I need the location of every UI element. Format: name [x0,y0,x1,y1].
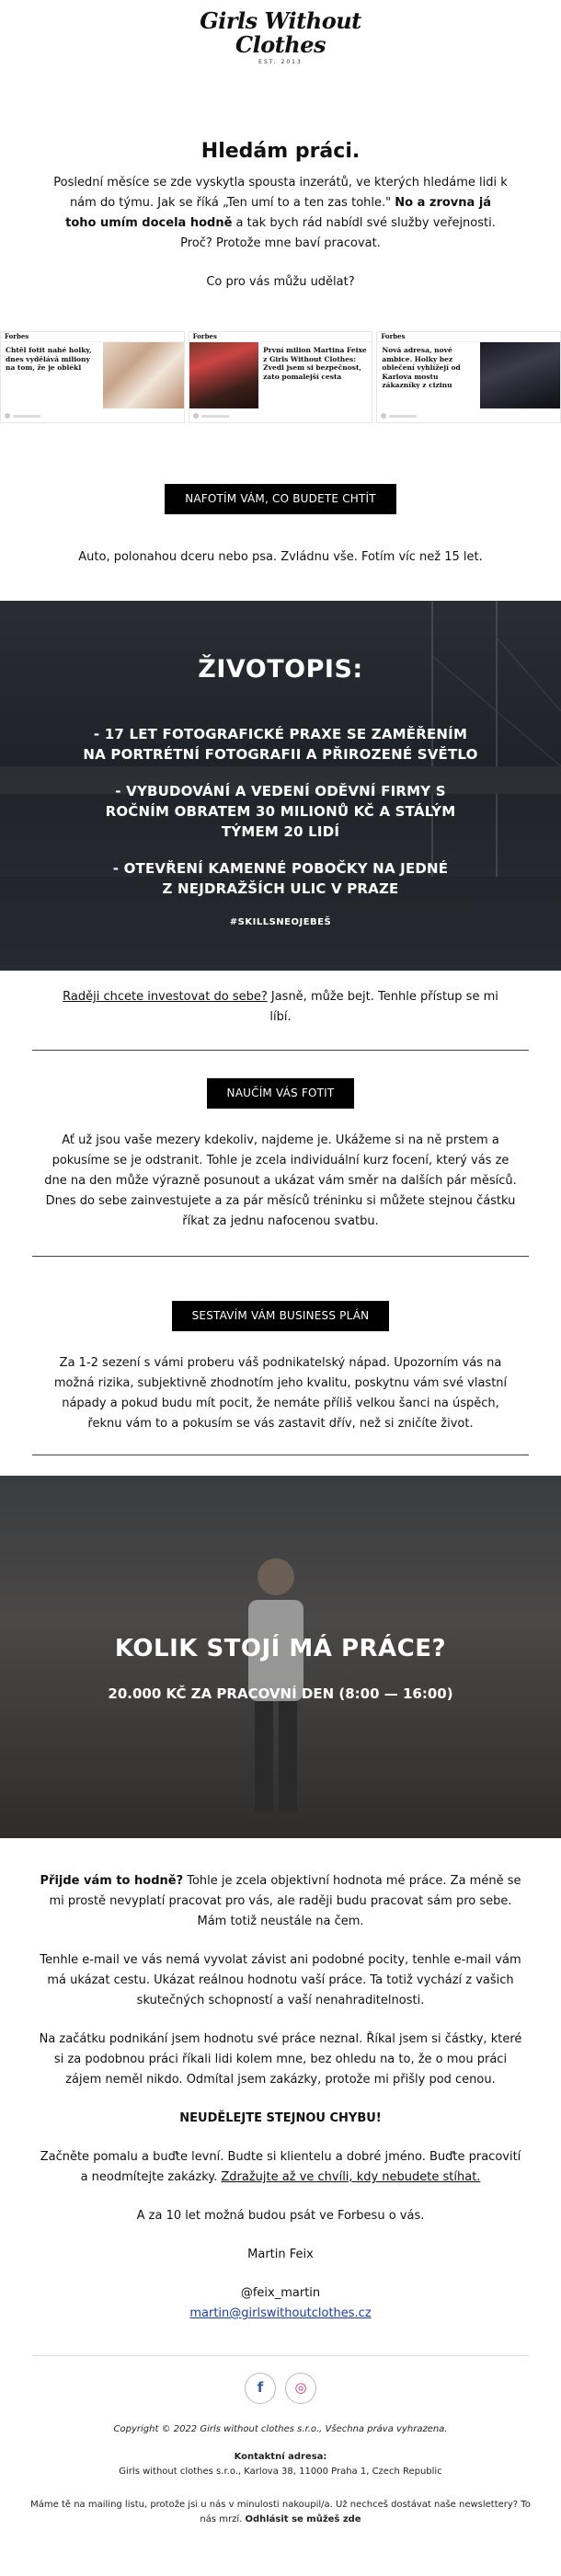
intro-text-bold: No a zrovna já toho umím docela hodně [65,196,492,230]
intro-paragraph [0,173,561,254]
divider [32,1050,529,1051]
cv-banner [0,601,561,971]
photo-text: Auto, polonahou dceru nebo psa. Zvládnu vše. Fotím víc než 15 let. [78,550,483,564]
signature-name: Martin Feix [247,2248,314,2261]
article-card[interactable] [189,331,373,423]
unsubscribe-link[interactable]: Odhlásit se můžeš zde [245,2514,361,2524]
closing-p5-text: Začněte pomalu a buďte levní. Budte si klientelu a dobré jméno. Buďte pracovití a neodmítejte zakázky. [40,2150,521,2184]
pricing-link[interactable]: Zdražujte až ve chvíli, kdy nebudete stíhat. [221,2170,481,2184]
forbes-articles [0,331,561,423]
cv-hashtag: #SKILLSNEOJEBEŠ [229,916,332,927]
closing-question [0,1871,561,1932]
article-image [480,342,560,408]
logo-line1: Girls Without [200,7,361,34]
footer-contact-title: Kontaktní adresa: [234,2452,327,2462]
invest-link[interactable]: Raději chcete investovat do sebe? [63,990,268,1004]
intro-question: Co pro vás můžu udělat? [206,275,355,289]
intro-text-a: Poslední měsíce se zde vyskytla spousta inzerátů, ve kterých hledáme lidi k nám do týmu. Jak se říká „Ten umí to a ten zas tohle." [53,176,508,210]
social-links [0,2373,561,2404]
article-image [103,342,183,408]
closing-warning: NEUDĚLEJTE STEJNOU CHYBU! [179,2111,382,2125]
teach-text: Ať už jsou vaše mezery kdekoliv, najdeme je. Ukážeme si na ně prstem a pokusíme se je odstranit. Tohle je zcela individuální kurz focení, který vás ze dne na den může výrazně posunout a ukázat vám směr na dalších pár měsíců. Dnes do sebe zainvestujete a za pár měsíců tréninku si můžete stejnou částku říkat za jednu nafocenou svatbu. [44,1133,517,1228]
closing-p3: Na začátku podnikání jsem hodnotu své práce neznal. Říkal jsem si částky, které si za podobnou práci říkali lidi kolem mne, bez ohledu na to, že o mou práci zájem neměl nikdo. Odmítal jsem zakázky, protože mi přišly pod cenou. [39,2032,522,2087]
closing-p6: A za 10 let možná budou psát ve Forbesu o vás. [136,2209,425,2223]
author-avatar [381,413,386,419]
logo-line2: Clothes [235,31,326,58]
business-text: Za 1-2 sezení s vámi proberu váš podnikatelský nápad. Upozorním vás na možná rizika, subjektivně zhodnotím jeho kvalitu, poskytnu vám své vlastní nápady a pokud budu mít pocit, že nemáte příliš velkou šanci na úspěch, řeknu vám to a pokusím se vás zastavit dřív, než si zničíte život. [53,1356,508,1431]
footer-contact: Girls without clothes s.r.o., Karlova 38, 11000 Praha 1, Czech Republic [119,2467,442,2477]
price-banner [0,1476,561,1838]
cv-item: - 17 LET FOTOGRAFICKÉ PRAXE SE ZAMĚŘENÍM NA PORTRÉTNÍ FOTOGRAFII A PŘIROZENÉ SVĚTLO [83,725,478,763]
intro-text-c: a tak bych rád nabídl své služby veřejnosti. Proč? Protože mne baví pracovat. [180,216,496,250]
footer-unsubscribe [0,2498,561,2527]
footer-unsubscribe-text: Máme tě na mailing listu, protože jsi u nás v minulosti nakoupil/a. Už nechceš dostávat naše newslettery? To nás mrzí. [30,2500,531,2524]
article-brand: Forbes [5,331,29,340]
invest-paragraph [0,987,561,1028]
article-headline: Nová adresa, nové ambice. Holky bez oblečení vyhlížejí od Karlova mostu zákazníky z cizinu [382,346,461,389]
author-avatar [5,413,10,419]
brand-logo[interactable] [0,0,561,85]
signature-email[interactable]: martin@girlswithoutclothes.cz [189,2306,372,2320]
article-image [189,342,258,408]
footer-copyright: Copyright © 2022 Girls without clothes s.r.o., Všechna práva vyhrazena. [113,2424,448,2434]
price-subtitle: 20.000 KČ ZA PRACOVNÍ DEN (8:00 — 16:00) [108,1685,453,1703]
article-card[interactable] [376,331,561,423]
business-button[interactable]: SESTAVÍM VÁM BUSINESS PLÁN [172,1301,390,1331]
signature-handle: @feix_martin [240,2286,321,2300]
closing-question-bold: Přijde vám to hodně? [40,1874,184,1888]
closing-question-text: Tohle je zcela objektivní hodnota mé práce. Za méně se mi prostě nevyplatí pracovat pro vás, ale raději budu pracovat sám pro sebe. Mám totiž neustále na čem. [49,1874,521,1928]
cv-title: ŽIVOTOPIS: [198,655,363,684]
price-title: KOLIK STOJÍ MÁ PRÁCE? [114,1635,447,1662]
closing-p5 [0,2147,561,2188]
teach-button[interactable]: NAUČÍM VÁS FOTIT [207,1078,355,1109]
page-title: Hledám práci. [200,140,361,163]
article-card[interactable] [0,331,185,423]
article-headline: První milion Martina Feixe z Girls Without Clothes: Zvedl jsem si bezpečnost, zato pomalejší cesta [263,346,367,381]
photo-button[interactable]: NAFOTÍM VÁM, CO BUDETE CHTÍT [165,484,396,514]
divider [32,2355,529,2356]
instagram-icon[interactable]: ◎ [285,2373,316,2404]
article-brand: Forbes [192,331,217,340]
article-brand: Forbes [381,331,406,340]
invest-text: Jasně, může bejt. Tenhle přístup se mi líbí. [267,990,498,1024]
logo-sub: EST. 2013 [258,59,303,65]
cv-item: - OTEVŘENÍ KAMENNÉ POBOČKY NA JEDNÉ Z NEJDRAŽŠÍCH ULIC V PRAZE [112,859,449,897]
divider [32,1256,529,1257]
cv-list [0,724,561,899]
author-avatar [193,413,199,419]
article-headline: Chtěl fotit nahé holky, dnes vydělává miliony na tom, že je oblékl [6,346,92,372]
facebook-icon[interactable]: f [245,2373,276,2404]
cv-item: - VYBUDOVÁNÍ A VEDENÍ ODĚVNÍ FIRMY S ROČNÍM OBRATEM 30 MILIONŮ KČ A STÁLÝM TÝMEM 20 LIDÍ [105,782,456,840]
closing-p2: Tenhle e-mail ve vás nemá vyvolat závist ani podobné pocity, tenhle e-mail vám má ukázat cestu. Ukázat reálnou hodnotu vaší práce. Ta totiž vychází z vašich skutečných schopností a vaší nenahraditelnosti. [40,1953,521,2007]
